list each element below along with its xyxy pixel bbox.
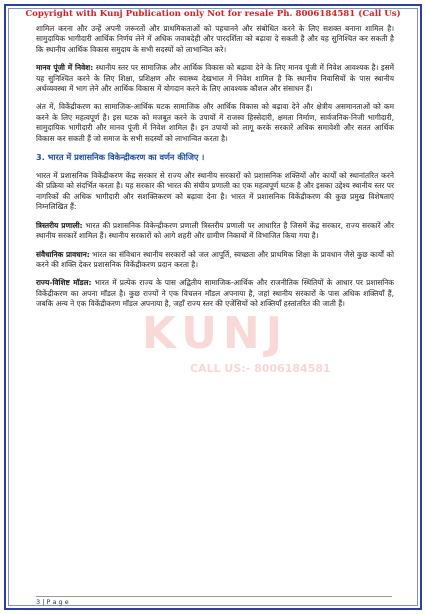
watermark-text: KUNJ bbox=[141, 308, 289, 359]
watermark-call: CALL US:- 8006184581 bbox=[190, 362, 331, 375]
point-constitutional: संवैधानिक प्रावधान: भारत का संविधान स्थानीय सरकारों को जल आपूर्ति, स्वच्छता और प्राथमिक शिक्षा के प्रावधान जैसे कुछ कार्यों को करने की शक्ति देकर प्रशासनिक विकेंद्रीकरण प्रदान करता है। bbox=[36, 249, 394, 269]
point-state-model: राज्य-विशिष्ट मॉडल: भारत में प्रत्येक राज्य के पास अद्वितीय सामाजिक-आर्थिक और राजनीतिक स्थितियों के आधार पर प्रशासनिक विकेंद्रीकरण का अपना मॉडल है। कुछ राज्यों ने एक विचलन मॉडल अपनाया है, जहां स्थानीय सरकारों के पास अधिक शक्तियाँ हैं, जबकि अन्य ने एक विकेंद्रीकरण मॉडल अपनाया है, जहाँ राज्य स्तर की एजेंसियों को शक्तियाँ हस्तांतरित की जाती हैं। bbox=[36, 278, 394, 309]
document-body bbox=[36, 24, 394, 318]
copyright-header: Copyright with Kunj Publication only Not for resale Ph. 8006184581 (Call Us) bbox=[25, 9, 401, 19]
question-heading: 3. भारत में प्रशासनिक विकेन्द्रीकरण का वर्णन कीजिए । bbox=[36, 152, 205, 163]
footer-divider bbox=[36, 596, 392, 597]
answer-intro: भारत में प्रशासनिक विकेंद्रीकरण केंद्र सरकार से राज्य और स्थानीय सरकारों को प्रशासनिक शक्तियों और कार्यों को स्थानांतरित करने की प्रक्रिया को संदर्भित करता है। यह सरकार की भारत की संघीय प्रणाली का एक महत्वपूर्ण घटक है और इसका उद्देश्य स्थानीय स्तर पर नागरिकों की अधिक भागीदारी और सशक्तिकरण को बढ़ावा देना है। भारत में प्रशासनिक विकेंद्रीकरण की कुछ प्रमुख विशेषताएं निम्नलिखित हैं: bbox=[36, 171, 394, 212]
paragraph-human-capital: मानव पूंजी में निवेश: स्थानीय स्तर पर सामाजिक और आर्थिक विकास को बढ़ावा देने के लिए मानव पूंजी में निवेश आवश्यक है। इसमें यह सुनिश्चित करने के लिए शिक्षा, प्रशिक्षण और स्वास्थ्य देखभाल में निवेश शामिल है कि स्थानीय निवासियों के पास स्थानीय अर्थव्यवस्था में भाग लेने और आर्थिक विकास में योगदान करने के लिए आवश्यक कौशल और संसाधन हैं। bbox=[36, 63, 394, 94]
paragraph-conclusion: अंत में, विकेंद्रीकरण का सामाजिक-आर्थिक घटक सामाजिक और आर्थिक विकास को बढ़ावा देने और क्षेत्रीय असमानताओं को कम करने के लिए महत्वपूर्ण है। इस घटक को मजबूत करने के उपायों में राजस्व हिस्सेदारी, क्षमता निर्माण, सार्वजनिक-निजी भागीदारी, सामुदायिक भागीदारी और मानव पूंजी में निवेश शामिल हैं। इन उपायों को लागू करके सरकारें अधिक समावेशी और सतत आर्थिक विकास कर सकती हैं जो समाज के सभी सदस्यों को लाभान्वित करता है। bbox=[36, 102, 394, 143]
page-number: 3 | P a g e bbox=[36, 598, 69, 606]
paragraph-community: शामिल करना और उन्हें अपनी जरूरतों और प्राथमिकताओं को पहचानने और संबोधित करने के लिए सशक्त बनाना शामिल है। सामुदायिक भागीदारी आर्थिक निर्णय लेने में अधिक जवाबदेही और पारदर्शिता को बढ़ावा दे सकती है और यह सुनिश्चित कर सकती है कि स्थानीय आर्थिक विकास समुदाय के सभी सदस्यों को लाभान्वित करे। bbox=[36, 24, 394, 54]
point-three-tier: त्रिस्तरीय प्रणाली: भारत की प्रशासनिक विकेन्द्रीकरण प्रणाली त्रिस्तरीय प्रणाली पर आधारित है जिसमें केंद्र सरकार, राज्य सरकारें और स्थानीय सरकारें शामिल हैं। स्थानीय सरकारों को आगे शहरी और ग्रामीण निकायों में विभाजित किया गया है। bbox=[36, 220, 394, 241]
